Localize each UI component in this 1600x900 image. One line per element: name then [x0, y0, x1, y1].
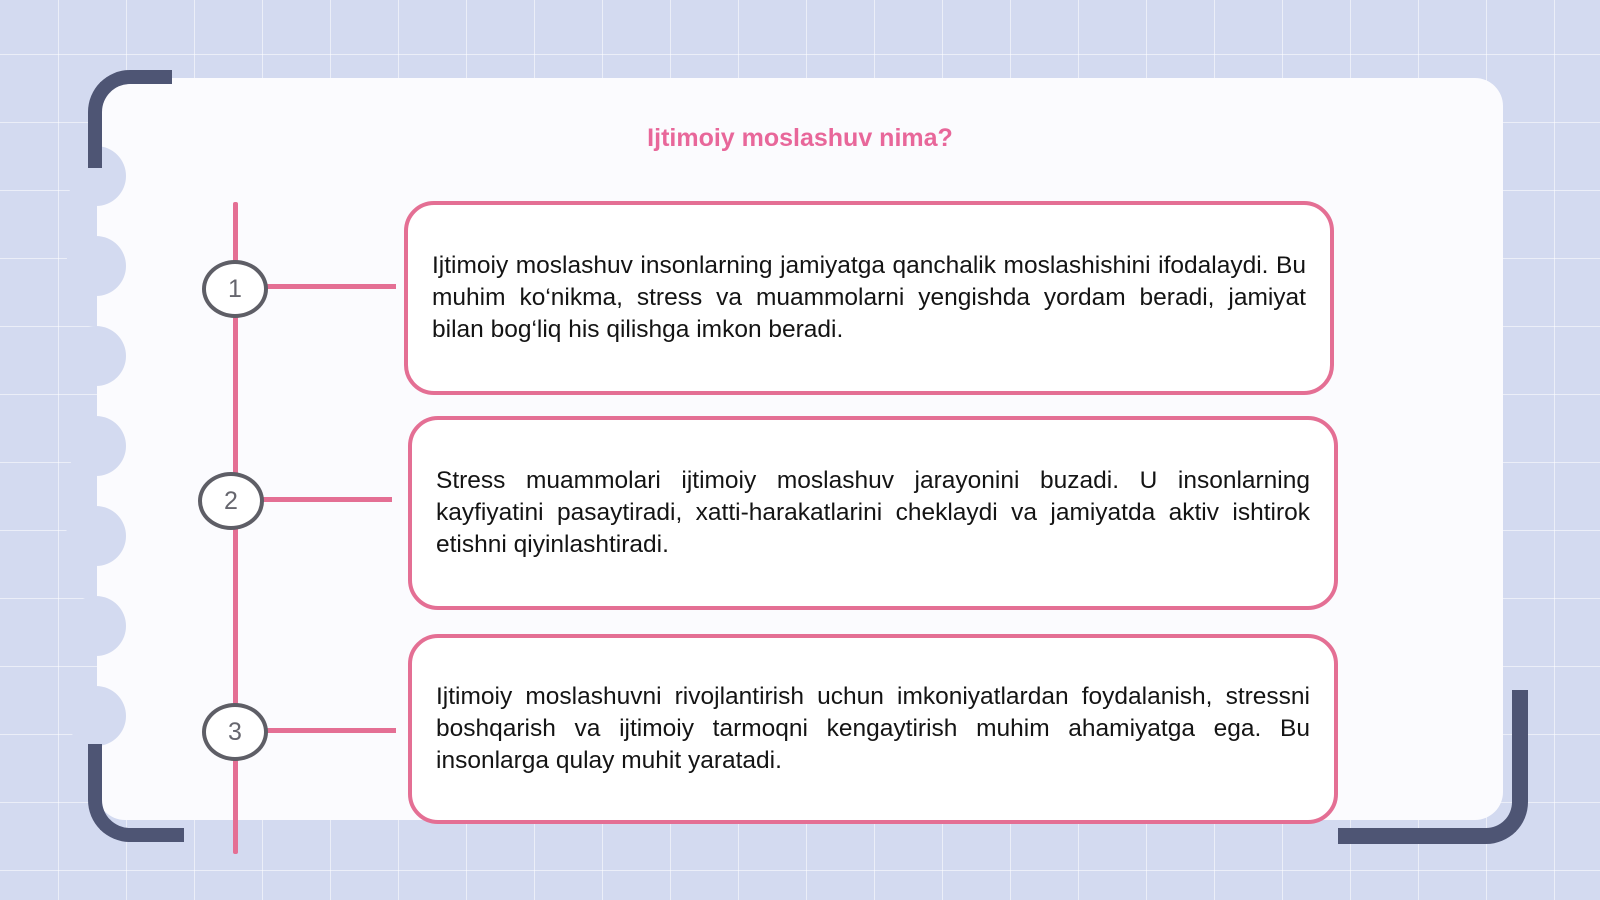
step-2-text: Stress muammolari ijtimoiy moslashuv jarayonini buzadi. U insonlarning kayfiyatini pasaytiradi, xatti-harakatlarini cheklaydi va jamiyatda aktiv ishtirok etishni qiyinlashtiradi. [436, 467, 1310, 558]
step-1-text: Ijtimoiy moslashuv insonlarning jamiyatga qanchalik moslashishini ifodalaydi. Bu muhim ko‘nikma, stress va muammolarni yengishda yordam beradi, jamiyat bilan bog‘liq his qilishga imkon beradi. [432, 252, 1306, 343]
step-2-connector [262, 497, 392, 502]
card-edge-scallop [66, 596, 126, 656]
card-edge-scallop [66, 416, 126, 476]
corner-bracket-bottom-right [1338, 690, 1528, 844]
card-edge-scallop [66, 506, 126, 566]
step-3-number-badge: 3 [202, 703, 268, 761]
corner-bracket-bottom-left [88, 744, 184, 842]
corner-bracket-top-left [88, 70, 172, 168]
step-2-number-badge: 2 [198, 472, 264, 530]
step-1-connector [266, 284, 396, 289]
step-3-box [408, 634, 1338, 824]
step-2-box [408, 416, 1338, 610]
step-1-number-badge: 1 [202, 260, 268, 318]
step-1-box [404, 201, 1334, 395]
card-edge-scallop [66, 686, 126, 746]
slide-title: Ijtimoiy moslashuv nima? [647, 124, 953, 152]
step-3-connector [266, 728, 396, 733]
card-edge-scallop [66, 326, 126, 386]
card-edge-scallop [66, 236, 126, 296]
step-3-text: Ijtimoiy moslashuvni rivojlantirish uchun imkoniyatlardan foydalanish, stressni boshqarish va ijtimoiy tarmoqni kengaytirish muhim ahamiyatga ega. Bu insonlarga qulay muhit yaratadi. [436, 683, 1310, 774]
